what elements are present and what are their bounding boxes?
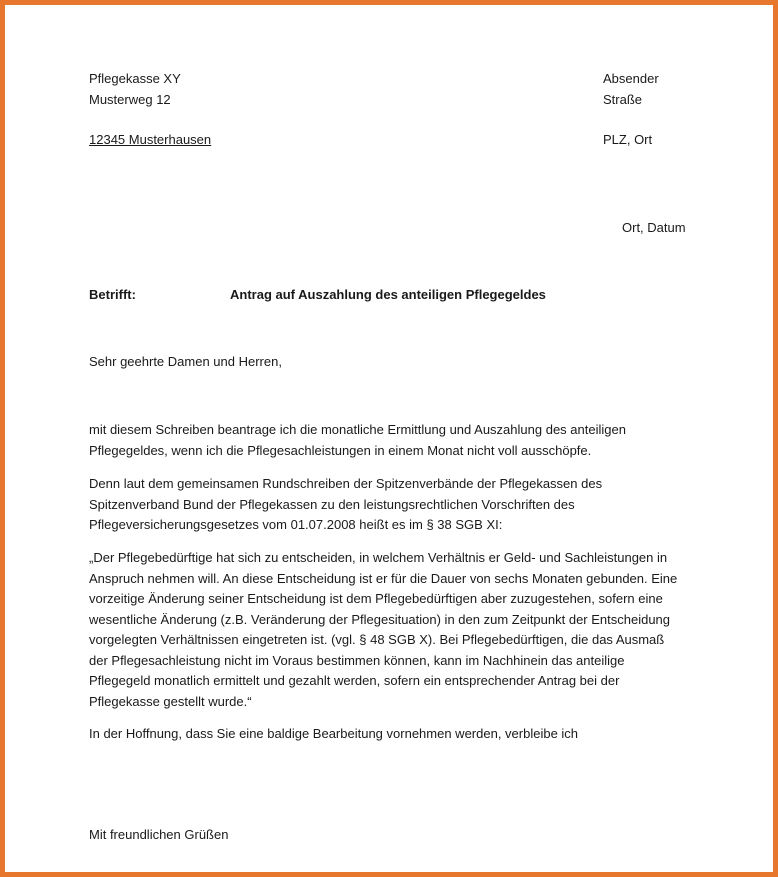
paragraph-reference — [89, 474, 699, 536]
salutation: Sehr geehrte Damen und Herren, — [89, 354, 282, 369]
sender-street: Straße — [603, 92, 643, 107]
paragraph-line: Spitzenverband Bund der Pflegekassen zu den leistungsrechtlichen Vorschriften des — [89, 496, 575, 512]
paragraph-line: der Pflegesachleistung nicht im Voraus bestimmen können, kann im Nachhinein das anteilige — [89, 652, 625, 668]
paragraph-line: In der Hoffnung, dass Sie eine baldige Bearbeitung vornehmen werden, verbleibe ich — [89, 726, 579, 741]
paragraph-closing — [89, 724, 699, 745]
recipient-name: Pflegekasse XY — [89, 71, 181, 86]
paragraph-quote — [89, 548, 699, 712]
paragraph-line: Pflegekasse gestellt wurde.“ — [89, 693, 252, 709]
paragraph-line: vorzeitige Änderung seiner Entscheidung ist dem Pflegebedürftigen aber zuzugestehen, sofern eine — [89, 591, 663, 606]
paragraph-line: Pflegegeldes, wenn ich die Pflegesachleistungen in einem Monat nicht voll ausschöpfe. — [89, 442, 592, 458]
sender-label: Absender — [603, 71, 659, 86]
paragraph-intro — [89, 420, 699, 461]
paragraph-line: Pflegeversicherungsgesetzes vom 01.07.2008 heißt es im § 38 SGB XI: — [89, 517, 503, 532]
paragraph-line: Anspruch nehmen will. An diese Entscheidung ist er für die Dauer von sechs Monaten gebunden. Eine — [89, 570, 678, 586]
paragraph-line: vorgelegten Verhältnissen eingetreten ist. (vgl. § 48 SGB X). Bei Pflegebedürftigen, die das Ausmaß — [89, 632, 665, 647]
paragraph-line: Pflegegeld monatlich ermittelt und gezahlt werden, sofern ein entsprechender Antrag bei der — [89, 673, 620, 688]
paragraph-line: „Der Pflegebedürftige hat sich zu entscheiden, in welchem Verhältnis er Geld- und Sachleistungen in — [89, 550, 668, 565]
subject-text: Antrag auf Auszahlung des anteiligen Pflegegeldes — [230, 287, 546, 302]
paragraph-line: Denn laut dem gemeinsamen Rundschreiben der Spitzenverbände der Pflegekassen des — [89, 476, 603, 491]
paragraph-line: wesentliche Änderung (z.B. Veränderung der Pflegesituation) in den zum Zeitpunkt der Entscheidung — [89, 611, 671, 627]
recipient-street: Musterweg 12 — [89, 92, 171, 107]
paragraph-line: mit diesem Schreiben beantrage ich die monatliche Ermittlung und Auszahlung des anteiligen — [89, 422, 626, 437]
recipient-city: 12345 Musterhausen — [89, 132, 212, 147]
subject-label: Betrifft: — [89, 287, 136, 302]
date-line: Ort, Datum — [622, 220, 686, 235]
sender-city: PLZ, Ort — [603, 132, 653, 147]
signoff: Mit freundlichen Grüßen — [89, 827, 229, 842]
